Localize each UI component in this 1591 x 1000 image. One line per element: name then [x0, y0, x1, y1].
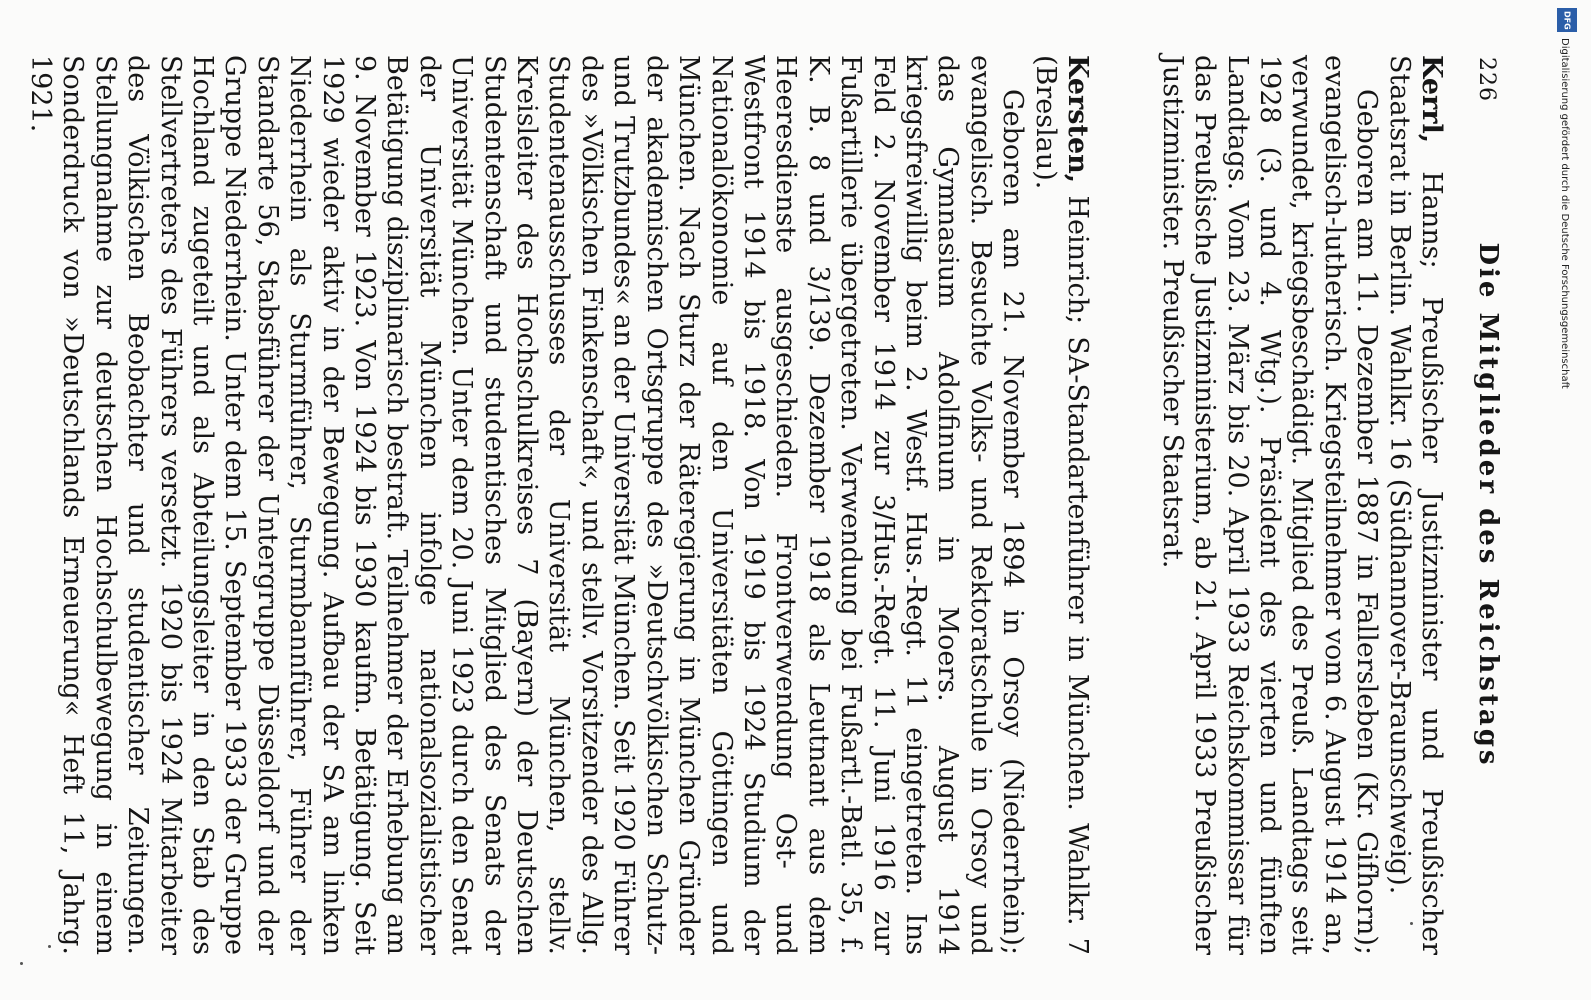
- entry-header-text: Hanns; Preußischer Justizminister und Preußischer Staatsrat in Berlin. Wahlkr. 16 (Südhannover-Braunschweig).: [1383, 55, 1447, 955]
- entry-header-text: Heinrich; SA-Standartenführer in München. Wahlkr. 7 (Breslau).: [1029, 55, 1093, 955]
- scan-speck: [20, 962, 23, 965]
- dfg-logo: DFG: [1557, 8, 1577, 32]
- rotated-book-page: [25, 25, 1525, 985]
- page-number: 226: [1474, 57, 1499, 102]
- entry-body: Geboren am 21. November 1894 in Orsoy (Niederrhein); evangelisch. Besuchte Volks- und Rektoratschule in Orsoy und das Gymnasium Adolfinum in Moers. August 1914 kriegsfreiwillig beim 2. Westf. Hus.-Regt. 11 eingetreten. Ins Feld 2. November 1914 zur 3/Hus.-Regt. 11. Juni 1916 zur Fußartillerie übergetreten. Verwendung bei Fußartl.-Batl. 35, f. K. B. 8 und 3/139. Dezember 1918 als Leutnant aus dem Heeresdienste ausgeschieden. Frontverwendung Ost- und Westfront 1914 bis 1918. Von 1919 bis 1924 Studium der Nationalökonomie auf den Universitäten Göttingen und München. Nach Sturz der Räteregierung in München Gründer der akademischen Ortsgruppe des »Deutschvölkischen Schutz- und Trutzbundes« an der Universität München. Seit 1920 Führer des »Völkischen Finkenschaft«, und stellv. Vorsitzender des Allg. Studentenausschusses der Universität München, stellv. Kreisleiter des Hochschulkreises 7 (Bayern) der Deutschen Studentenschaft und studentisches Mitglied des Senats der Universität München. Unter dem 20. Juni 1923 durch den Senat der Universität München infolge nationalsozialistischer Betätigung disziplinarisch bestraft. Teilnehmer der Erhebung am 9. November 1923. Von 1924 bis 1930 kaufm. Betätigung. Seit 1929 wieder aktiv in der Bewegung. Aufbau der SA am linken Niederrhein als Sturmführer, Sturmbannführer, Führer der Standarte 56, Stabsführer der Untergruppe Düsseldorf und der Gruppe Niederrhein. Unter dem 15. September 1933 der Gruppe Hochland zugeteilt und als Abteilungsleiter in den Stab des Stellvertreters des Führers versetzt. 1920 bis 1924 Mitarbeiter des Völkischen Beobachter und studentischer Zeitungen. Stellungnahme zur deutschen Hochschulbewegung in einem Sonderdruck von »Deutschlands Erneuerung« Heft 11, Jahrg. 1921.: [25, 55, 1029, 955]
- scan-speck: [48, 945, 51, 948]
- digitization-note: Digitalisierung gefördert durch die Deutsche Forschungsgemeinschaft: [1559, 38, 1570, 389]
- entry-kerrl: [1155, 55, 1447, 955]
- running-title: Die Mitglieder des Reichstags: [1473, 242, 1503, 768]
- entry-body: Geboren am 11. Dezember 1887 in Fallersleben (Kr. Gifhorn); evangelisch-lutherisch. Kriegsteilnehmer vom 6. August 1914 an, verwundet, kriegsbeschädigt. Mitglied des Preuß. Landtags seit 1928 (3. und 4. Wtg.). Präsident des vierten und fünften Landtags. Vom 23. März bis 20. April 1933 Reichskommissar für das Preußische Justizministerium, ab 21. April 1933 Preußischer Justizminister. Preußischer Staatsrat.: [1156, 55, 1383, 955]
- running-head: [1465, 25, 1525, 985]
- entry-kersten: [24, 55, 1093, 955]
- scan-speck: [1410, 922, 1413, 925]
- entry-header: [1028, 55, 1093, 955]
- entry-name: Kerrl,: [1416, 55, 1447, 144]
- entry-header: [1382, 55, 1447, 955]
- digitization-footer: [1555, 8, 1585, 568]
- entry-name: Kersten,: [1062, 55, 1093, 184]
